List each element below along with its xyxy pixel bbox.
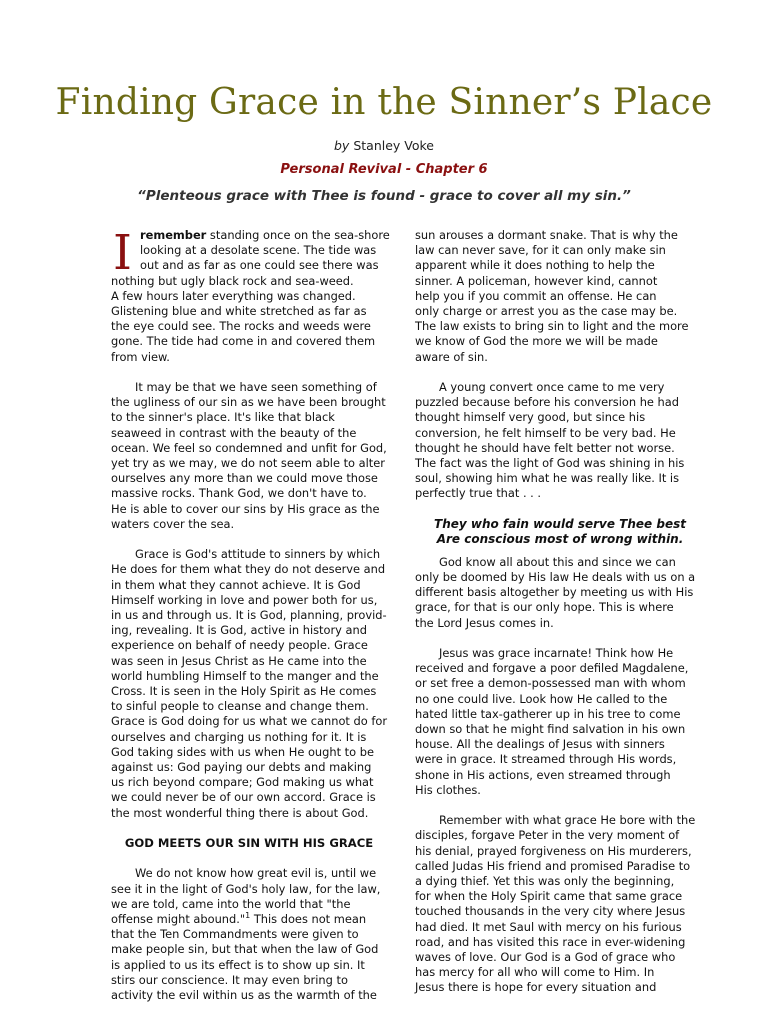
text-line: different basis altogether by meeting us with His — [415, 585, 694, 600]
right-column — [415, 228, 705, 1011]
text-fragment: This does not mean — [250, 912, 367, 927]
text-line: Jesus was grace incarnate! Think how He — [439, 646, 674, 661]
text-line: hated little tax-gatherer up in his tree to come — [415, 706, 681, 721]
text-line: in us and through us. It is God, planning, provid- — [111, 608, 387, 623]
paragraph-grace-definition — [111, 547, 387, 821]
text-line: waves of love. Our God is a God of grace who — [415, 950, 676, 965]
text-line: was seen in Jesus Christ as He came into the — [111, 653, 367, 668]
text-fragment: standing once on the sea-shore — [206, 228, 390, 242]
text-line: It may be that we have seen something of — [135, 380, 377, 395]
text-line: gone. The tide had come in and covered them — [111, 334, 376, 349]
text-fragment: offense might abound." — [111, 912, 246, 927]
text-line: God know all about this and since we can — [439, 554, 676, 569]
text-line: for when the Holy Spirit came that same grace — [415, 889, 683, 904]
text-line: The fact was the light of God was shining in his — [415, 456, 685, 471]
text-line: waters cover the sea. — [111, 516, 235, 531]
text-line: see it in the light of God's holy law, for the law, — [111, 881, 381, 896]
text-line: his denial, prayed forgiveness on His murderers, — [415, 843, 692, 858]
paragraph-intro — [111, 225, 390, 365]
paragraph-young-convert — [415, 380, 705, 502]
verse-line: They who fain would serve Thee best — [434, 516, 686, 531]
text-line — [111, 228, 390, 243]
section-heading: GOD MEETS OUR SIN WITH HIS GRACE — [124, 836, 374, 851]
text-line: that the Ten Commandments were given to — [111, 927, 359, 942]
text-line: conversion, he felt himself to be very bad. He — [415, 425, 676, 440]
text-line: down so that he might find salvation in his own — [415, 722, 686, 737]
text-line: house. All the dealings of Jesus with sinners — [415, 737, 665, 752]
text-line: A few hours later everything was changed. — [111, 288, 356, 303]
text-line: A young convert once came to me very — [439, 380, 665, 395]
text-line: Grace is God's attitude to sinners by which — [135, 547, 381, 562]
text-line: the Lord Jesus comes in. — [415, 615, 554, 630]
text-line: to sinful people to cleanse and change them. — [111, 699, 369, 714]
text-line: had died. It met Saul with mercy on his furious — [415, 919, 682, 934]
text-line: called Judas His friend and promised Paradise to — [415, 858, 691, 873]
text-line: only charge or arrest you as the case may be. — [415, 304, 678, 319]
paragraph-law-continued — [415, 228, 705, 365]
text-line: massive rocks. Thank God, we don't have to. — [111, 486, 367, 501]
text-line — [111, 912, 387, 927]
paragraph-law — [111, 866, 387, 1003]
text-line: God taking sides with us when He ought to be — [111, 744, 374, 759]
footnote-marker[interactable]: 1 — [245, 911, 251, 921]
text-line: thought he should have felt better not worse. — [415, 440, 675, 455]
text-line: thought himself very good, but since his — [415, 410, 646, 425]
text-line: only be doomed by His law He deals with us on a — [415, 570, 696, 585]
text-line: make people sin, but that when the law of God — [111, 942, 379, 957]
text-line: from view. — [111, 349, 170, 364]
text-line: The law exists to bring sin to light and the more — [415, 319, 689, 334]
text-line: help you if you commit an offense. He can — [415, 288, 657, 303]
text-line: grace, for that is our only hope. This is where — [415, 600, 674, 615]
text-line: Remember with what grace He bore with the — [439, 813, 696, 828]
text-line: puzzled because before his conversion he had — [415, 395, 679, 410]
text-line: aware of sin. — [415, 349, 488, 364]
text-line: is applied to us its effect is to show up sin. It — [111, 957, 365, 972]
text-line: sun arouses a dormant snake. That is why the — [415, 228, 678, 242]
text-line: He does for them what they do not deserve and — [111, 562, 386, 577]
text-line: the most wonderful thing there is about God. — [111, 805, 369, 820]
byline-by: by — [334, 138, 350, 153]
text-line: ing, revealing. It is God, active in history and — [111, 623, 367, 638]
text-line: Grace is God doing for us what we cannot do for — [111, 714, 388, 729]
text-line: Cross. It is seen in the Holy Spirit as He comes — [111, 684, 377, 699]
text-line: a dying thief. Yet this was only the beginning, — [415, 874, 675, 889]
text-line: ourselves and charging us nothing for it. It is — [111, 729, 367, 744]
text-line: the eye could see. The rocks and weeds were — [111, 319, 371, 334]
text-line: activity the evil within us as the warmth of the — [111, 988, 377, 1003]
paragraph-ugliness — [111, 380, 387, 532]
text-line: in them what they cannot achieve. It is God — [111, 577, 361, 592]
text-line: shone in His actions, even streamed through — [415, 767, 671, 782]
text-line: were in grace. It streamed through His words, — [415, 752, 677, 767]
text-line: Himself working in love and power both for us, — [111, 592, 378, 607]
text-line: nothing but ugly black rock and sea-weed. — [111, 273, 354, 288]
text-line: looking at a desolate scene. The tide was — [140, 243, 377, 258]
text-line: He is able to cover our sins by His grace as the — [111, 501, 380, 516]
paragraph-grace-incarnate — [415, 646, 705, 798]
byline — [0, 138, 768, 153]
text-line: against us: God paying our debts and making — [111, 760, 372, 775]
text-line: soul, showing him what he was really like. It is — [415, 471, 680, 486]
text-line: road, and has visited this race in ever-widening — [415, 934, 686, 949]
epigraph-quote: “Plenteous grace with Thee is found - grace to cover all my sin.” — [137, 188, 631, 204]
text-line: we are told, came into the world that "the — [111, 896, 351, 911]
lead-word: remember — [140, 228, 207, 242]
text-line: stirs our conscience. It may even bring to — [111, 972, 348, 987]
text-line: world humbling Himself to the manger and the — [111, 668, 379, 683]
text-line: us rich beyond compare; God making us what — [111, 775, 374, 790]
text-line: ocean. We feel so condemned and unfit for God, — [111, 440, 387, 455]
author-name: Stanley Voke — [353, 138, 434, 153]
text-line: the ugliness of our sin as we have been brought — [111, 395, 386, 410]
text-line: experience on behalf of needy people. Grace — [111, 638, 368, 653]
text-line: Glistening blue and white stretched as far as — [111, 304, 367, 319]
text-line: no one could live. Look how He called to the — [415, 691, 668, 706]
text-line: We do not know how great evil is, until we — [135, 866, 377, 881]
text-line: yet try as we may, we do not seem able to alter — [111, 456, 385, 471]
text-line: out and as far as one could see there was — [140, 258, 379, 273]
text-line: disciples, forgave Peter in the very moment of — [415, 828, 680, 843]
text-line: we know of God the more we will be made — [415, 334, 658, 349]
text-line: to the sinner's place. It's like that black — [111, 410, 335, 425]
text-line: we could never be of our own accord. Grace is — [111, 790, 376, 805]
text-line: seaweed in contrast with the beauty of the — [111, 425, 357, 440]
text-line: touched thousands in the very city where Jesus — [415, 904, 686, 919]
paragraph-god-knows — [415, 555, 705, 631]
text-line: sinner. A policeman, however kind, cannot — [415, 273, 658, 288]
text-line: has mercy for all who will come to Him. In — [415, 965, 655, 980]
text-line: apparent while it does nothing to help the — [415, 258, 655, 273]
drop-cap: I — [113, 225, 132, 281]
page-title: Finding Grace in the Sinner’s Place — [55, 82, 713, 123]
text-line: perfectly true that . . . — [415, 486, 542, 501]
paragraph-remember-grace — [415, 813, 705, 995]
text-line: ourselves any more than we could move those — [111, 471, 378, 486]
left-column — [111, 225, 390, 1018]
text-line: His clothes. — [415, 782, 481, 797]
chapter-subtitle: Personal Revival - Chapter 6 — [280, 162, 488, 177]
hymn-verse — [415, 517, 705, 548]
text-line: or set free a demon-possessed man with whom — [415, 676, 686, 691]
verse-line: Are conscious most of wrong within. — [436, 532, 684, 547]
text-line: law can never save, for it can only make sin — [415, 243, 666, 258]
text-line: received and forgave a poor defiled Magdalene, — [415, 661, 689, 676]
text-line: Jesus there is hope for every situation and — [415, 980, 657, 995]
